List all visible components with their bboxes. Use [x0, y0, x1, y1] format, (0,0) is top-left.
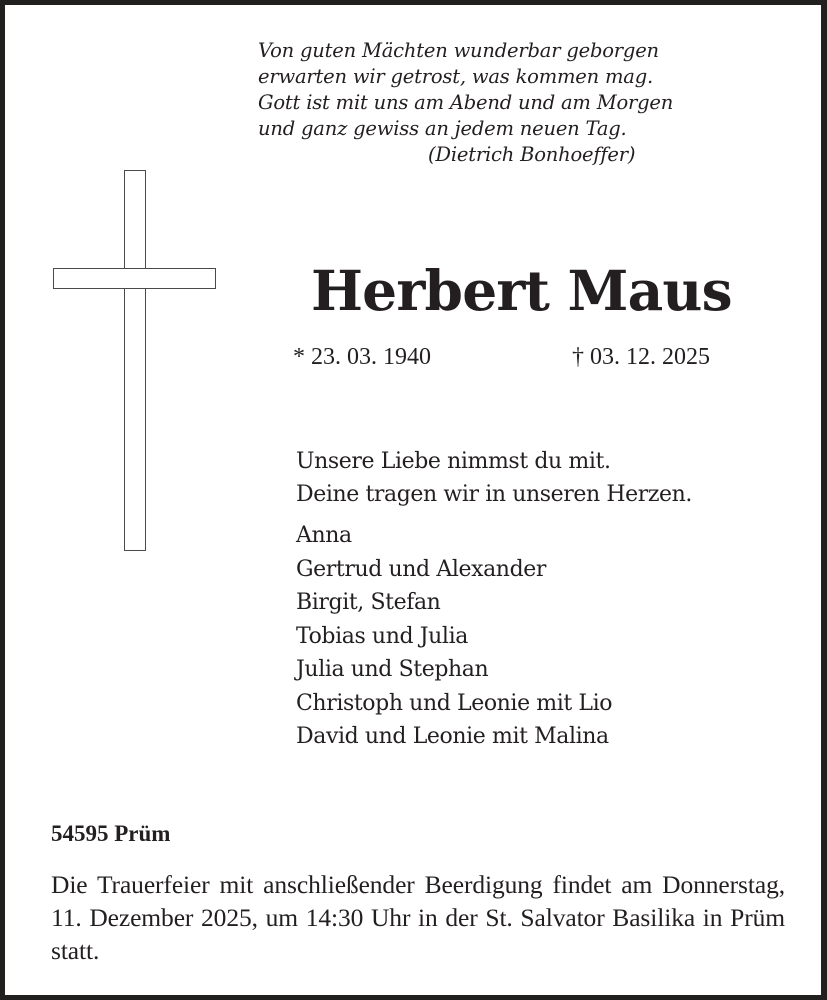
cross-vertical-bar [124, 170, 146, 551]
service-details: Die Trauerfeier mit anschließender Beerdigung findet am Donnerstag, 11. Dezember 2025, um 14:30 Uhr in der St. Salvator Basilika in Prüm statt. [51, 870, 785, 965]
birth-date: * 23. 03. 1940 [293, 344, 431, 370]
farewell-verse [296, 445, 796, 511]
mourners-list [296, 519, 796, 754]
verse-line: Unsere Liebe nimmst du mit. [296, 449, 611, 474]
mourner: Julia und Stephan [296, 657, 489, 682]
mourner: Christoph und Leonie mit Lio [296, 690, 613, 716]
quote-line: Von guten Mächten wunderbar geborgen [258, 39, 659, 62]
death-date: † 03. 12. 2025 [572, 344, 710, 370]
bonhoeffer-quote [258, 38, 758, 168]
deceased-name: Herbert Maus [311, 258, 732, 323]
location: 54595 Prüm [51, 821, 171, 846]
quote-line: erwarten wir getrost, was kommen mag. [258, 65, 653, 88]
mourner: Tobias und Julia [296, 623, 468, 649]
quote-line: Gott ist mit uns am Abend und am Morgen [258, 91, 674, 114]
cross-intersection [125, 269, 145, 288]
quote-author: (Dietrich Bonhoeffer) [428, 143, 636, 166]
mourner: Anna [296, 523, 352, 548]
quote-line: und ganz gewiss an jedem neuen Tag. [258, 117, 627, 140]
mourner: Gertrud und Alexander [296, 556, 546, 582]
verse-line: Deine tragen wir in unseren Herzen. [296, 482, 693, 507]
mourner: David und Leonie mit Malina [296, 724, 609, 749]
mourner: Birgit, Stefan [296, 590, 441, 615]
